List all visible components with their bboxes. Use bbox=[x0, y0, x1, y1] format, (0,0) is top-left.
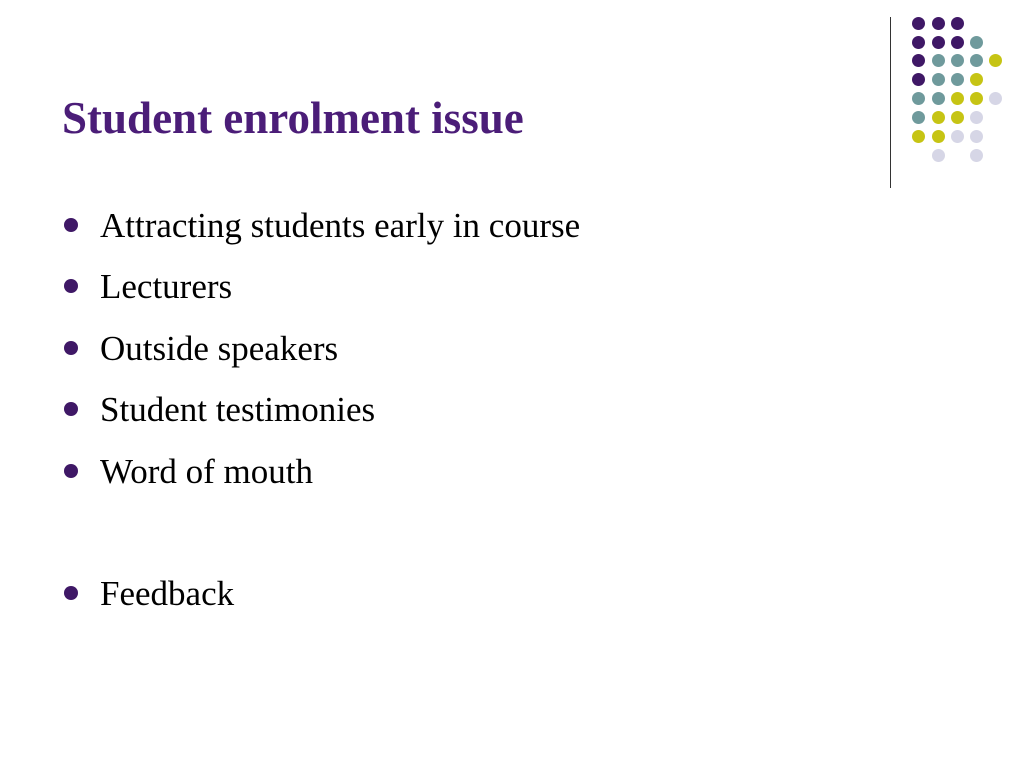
bullet-item bbox=[64, 449, 313, 493]
bullet-item bbox=[64, 203, 580, 247]
bullet-dot-icon bbox=[64, 279, 78, 293]
bullet-item bbox=[64, 264, 232, 308]
bullet-item bbox=[64, 571, 234, 615]
bullet-dot-icon bbox=[64, 586, 78, 600]
bullet-text: Feedback bbox=[100, 573, 235, 613]
bullet-text: Word of mouth bbox=[100, 451, 313, 491]
bullet-dot-icon bbox=[64, 464, 78, 478]
bullet-text: Lecturers bbox=[100, 266, 233, 306]
bullet-text: Outside speakers bbox=[100, 328, 339, 368]
bullet-item bbox=[64, 326, 338, 370]
bullet-text: Attracting students early in course bbox=[100, 205, 581, 245]
slide-title: Student enrolment issue bbox=[62, 93, 524, 143]
bullet-text: Student testimonies bbox=[100, 389, 376, 429]
bullet-dot-icon bbox=[64, 341, 78, 355]
bullet-dot-icon bbox=[64, 218, 78, 232]
bullet-item bbox=[64, 387, 375, 431]
bullet-dot-icon bbox=[64, 402, 78, 416]
